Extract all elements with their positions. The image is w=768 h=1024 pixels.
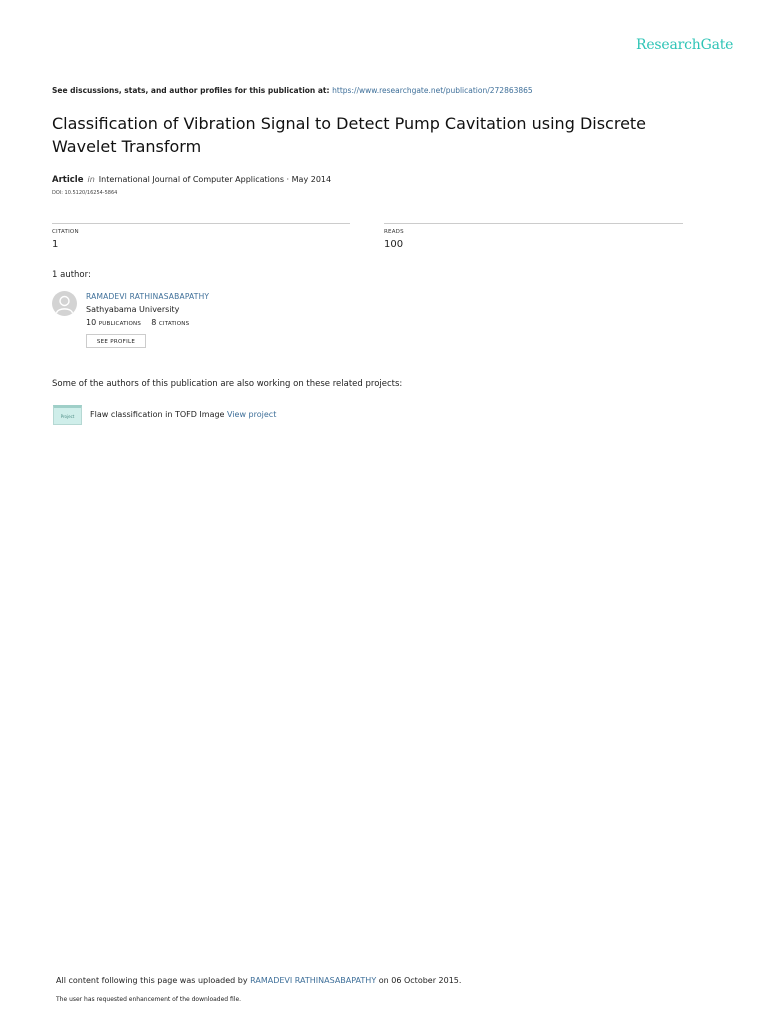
publication-meta	[52, 175, 331, 185]
publication-url-link[interactable]: https://www.researchgate.net/publication/272863865	[332, 86, 533, 95]
upload-suffix: on 06 October 2015.	[378, 976, 462, 985]
citation-label: CITATION	[52, 229, 79, 235]
project-title: Flaw classification in TOFD Image	[90, 410, 225, 419]
author-institution: Sathyabama University	[86, 305, 180, 314]
user-silhouette-icon	[52, 291, 77, 316]
citation-divider	[52, 223, 350, 224]
publications-label: PUBLICATIONS	[98, 321, 142, 327]
authors-heading: 1 author:	[52, 270, 91, 280]
project-item	[90, 410, 276, 419]
author-avatar[interactable]	[52, 291, 77, 316]
citations-count: 8	[151, 318, 157, 327]
in-label: in	[87, 175, 95, 184]
enhancement-notice: The user has requested enhancement of the downloaded file.	[56, 996, 242, 1003]
discussion-text: See discussions, stats, and author profiles for this publication at:	[52, 86, 330, 95]
publications-count: 10	[86, 318, 97, 327]
reads-label: READS	[384, 229, 404, 235]
reads-count: 100	[384, 239, 404, 250]
citation-count: 1	[52, 239, 59, 250]
publication-title: Classification of Vibration Signal to Detect Pump Cavitation using Discrete Wavelet Transform	[52, 114, 647, 156]
journal-link[interactable]: International Journal of Computer Applications · May 2014	[98, 175, 332, 184]
reads-divider	[384, 223, 683, 224]
citations-label: CITATIONS	[158, 321, 190, 327]
author-stats	[86, 318, 189, 327]
uploader-link[interactable]: RAMADEVI RATHINASABAPATHY	[250, 976, 377, 985]
project-icon: Project	[53, 405, 82, 425]
see-profile-button[interactable]: SEE PROFILE	[86, 334, 146, 348]
researchgate-logo[interactable]: ResearchGate	[636, 37, 734, 53]
upload-notice	[56, 976, 461, 985]
view-project-link[interactable]: View project	[227, 410, 277, 419]
upload-prefix: All content following this page was uploaded by	[56, 976, 248, 985]
author-name-link[interactable]: RAMADEVI RATHINASABAPATHY	[86, 292, 210, 301]
doi: DOI: 10.5120/16254-5864	[52, 190, 118, 196]
related-projects-heading: Some of the authors of this publication are also working on these related projects:	[52, 379, 403, 389]
publication-type: Article	[52, 175, 84, 185]
discussion-notice	[52, 86, 533, 95]
